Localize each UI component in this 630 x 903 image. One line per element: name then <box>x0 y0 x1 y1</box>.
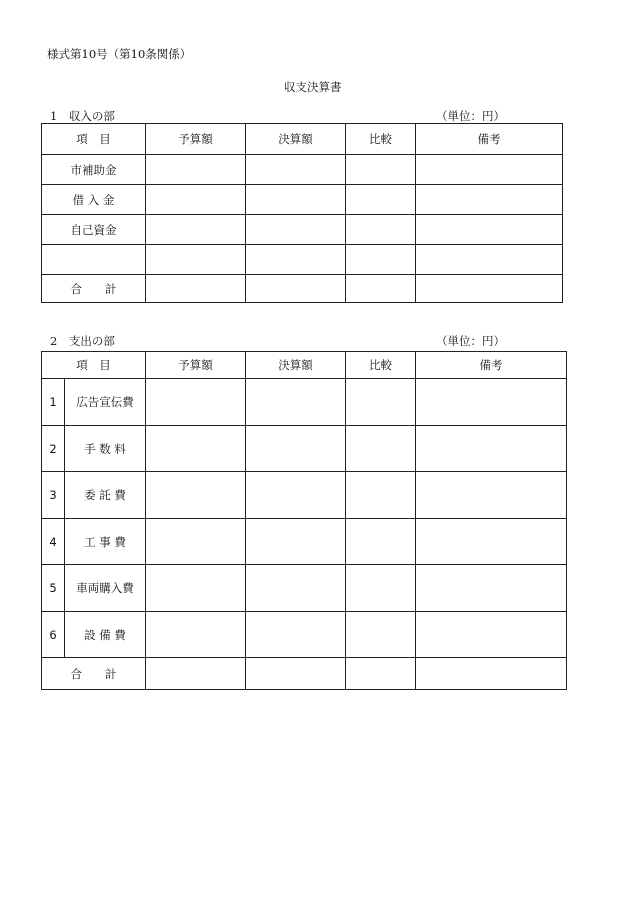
document-title: 収支決算書 <box>284 80 342 94</box>
income-remarks-cell[interactable] <box>416 245 563 275</box>
expense-header-compare: 比較 <box>346 352 416 379</box>
income-header-item: 項 目 <box>42 124 146 155</box>
income-total-label: 合 計 <box>42 275 146 303</box>
form-label: 様式第10号（第10条関係） <box>47 47 192 61</box>
expense-budget-cell[interactable] <box>146 519 246 565</box>
expense-header-budget: 予算額 <box>146 352 246 379</box>
expense-budget-cell[interactable] <box>146 426 246 472</box>
expense-row-label: 手 数 料 <box>65 426 146 472</box>
expense-total-settlement-cell[interactable] <box>246 658 346 690</box>
expense-remarks-cell[interactable] <box>416 612 567 658</box>
expense-unit-label: （単位：円） <box>436 334 505 348</box>
income-header-compare: 比較 <box>346 124 416 155</box>
income-table <box>41 123 563 303</box>
expense-row-number: 5 <box>42 565 65 612</box>
expense-row-number: 6 <box>42 612 65 658</box>
expense-settlement-cell[interactable] <box>246 472 346 519</box>
expense-remarks-cell[interactable] <box>416 426 567 472</box>
expense-row-label: 広告宣伝費 <box>65 379 146 426</box>
expense-compare-cell[interactable] <box>346 612 416 658</box>
expense-total-budget-cell[interactable] <box>146 658 246 690</box>
income-settlement-cell[interactable] <box>246 155 346 185</box>
income-row-label: 自己資金 <box>42 215 146 245</box>
expense-header-settlement: 決算額 <box>246 352 346 379</box>
income-budget-cell[interactable] <box>146 245 246 275</box>
income-budget-cell[interactable] <box>146 155 246 185</box>
expense-remarks-cell[interactable] <box>416 472 567 519</box>
expense-settlement-cell[interactable] <box>246 565 346 612</box>
expense-settlement-cell[interactable] <box>246 612 346 658</box>
expense-remarks-cell[interactable] <box>416 519 567 565</box>
income-header-settlement: 決算額 <box>246 124 346 155</box>
income-unit-label: （単位：円） <box>436 109 505 123</box>
expense-settlement-cell[interactable] <box>246 519 346 565</box>
income-header-row <box>42 124 563 155</box>
income-settlement-cell[interactable] <box>246 245 346 275</box>
expense-budget-cell[interactable] <box>146 612 246 658</box>
expense-budget-cell[interactable] <box>146 379 246 426</box>
expense-row-label: 委 託 費 <box>65 472 146 519</box>
expense-compare-cell[interactable] <box>346 519 416 565</box>
expense-row-label: 工 事 費 <box>65 519 146 565</box>
expense-total-remarks-cell[interactable] <box>416 658 567 690</box>
income-settlement-cell[interactable] <box>246 185 346 215</box>
expense-row-number: 4 <box>42 519 65 565</box>
expense-row-label: 車両購入費 <box>65 565 146 612</box>
expense-row <box>42 519 567 565</box>
income-total-remarks-cell[interactable] <box>416 275 563 303</box>
expense-compare-cell[interactable] <box>346 472 416 519</box>
expense-compare-cell[interactable] <box>346 565 416 612</box>
expense-remarks-cell[interactable] <box>416 379 567 426</box>
income-remarks-cell[interactable] <box>416 185 563 215</box>
expense-settlement-cell[interactable] <box>246 426 346 472</box>
expense-total-row <box>42 658 567 690</box>
expense-budget-cell[interactable] <box>146 565 246 612</box>
income-total-row <box>42 275 563 303</box>
expense-header-row <box>42 352 567 379</box>
income-row-label: 借 入 金 <box>42 185 146 215</box>
expense-remarks-cell[interactable] <box>416 565 567 612</box>
expense-settlement-cell[interactable] <box>246 379 346 426</box>
income-total-settlement-cell[interactable] <box>246 275 346 303</box>
income-header-remarks: 備考 <box>416 124 563 155</box>
expense-row <box>42 612 567 658</box>
income-row-label: 市補助金 <box>42 155 146 185</box>
income-compare-cell[interactable] <box>346 155 416 185</box>
income-row <box>42 245 563 275</box>
expense-section-heading: 2 支出の部 <box>50 334 115 348</box>
income-row <box>42 155 563 185</box>
expense-row-number: 3 <box>42 472 65 519</box>
expense-header-remarks: 備考 <box>416 352 567 379</box>
income-compare-cell[interactable] <box>346 215 416 245</box>
income-compare-cell[interactable] <box>346 245 416 275</box>
income-settlement-cell[interactable] <box>246 215 346 245</box>
income-row <box>42 215 563 245</box>
expense-header-item: 項 目 <box>42 352 146 379</box>
expense-table <box>41 351 567 690</box>
expense-row <box>42 379 567 426</box>
expense-budget-cell[interactable] <box>146 472 246 519</box>
income-budget-cell[interactable] <box>146 215 246 245</box>
expense-total-label: 合 計 <box>42 658 146 690</box>
expense-row <box>42 565 567 612</box>
expense-row-number: 1 <box>42 379 65 426</box>
income-budget-cell[interactable] <box>146 185 246 215</box>
income-header-budget: 予算額 <box>146 124 246 155</box>
income-compare-cell[interactable] <box>346 185 416 215</box>
income-row <box>42 185 563 215</box>
expense-row-number: 2 <box>42 426 65 472</box>
expense-row <box>42 426 567 472</box>
income-remarks-cell[interactable] <box>416 155 563 185</box>
expense-compare-cell[interactable] <box>346 426 416 472</box>
income-total-budget-cell[interactable] <box>146 275 246 303</box>
expense-total-compare-cell[interactable] <box>346 658 416 690</box>
income-remarks-cell[interactable] <box>416 215 563 245</box>
income-section-heading: 1 収入の部 <box>50 109 115 123</box>
expense-compare-cell[interactable] <box>346 379 416 426</box>
income-total-compare-cell[interactable] <box>346 275 416 303</box>
expense-row <box>42 472 567 519</box>
expense-row-label: 設 備 費 <box>65 612 146 658</box>
income-row-label[interactable] <box>42 245 146 275</box>
